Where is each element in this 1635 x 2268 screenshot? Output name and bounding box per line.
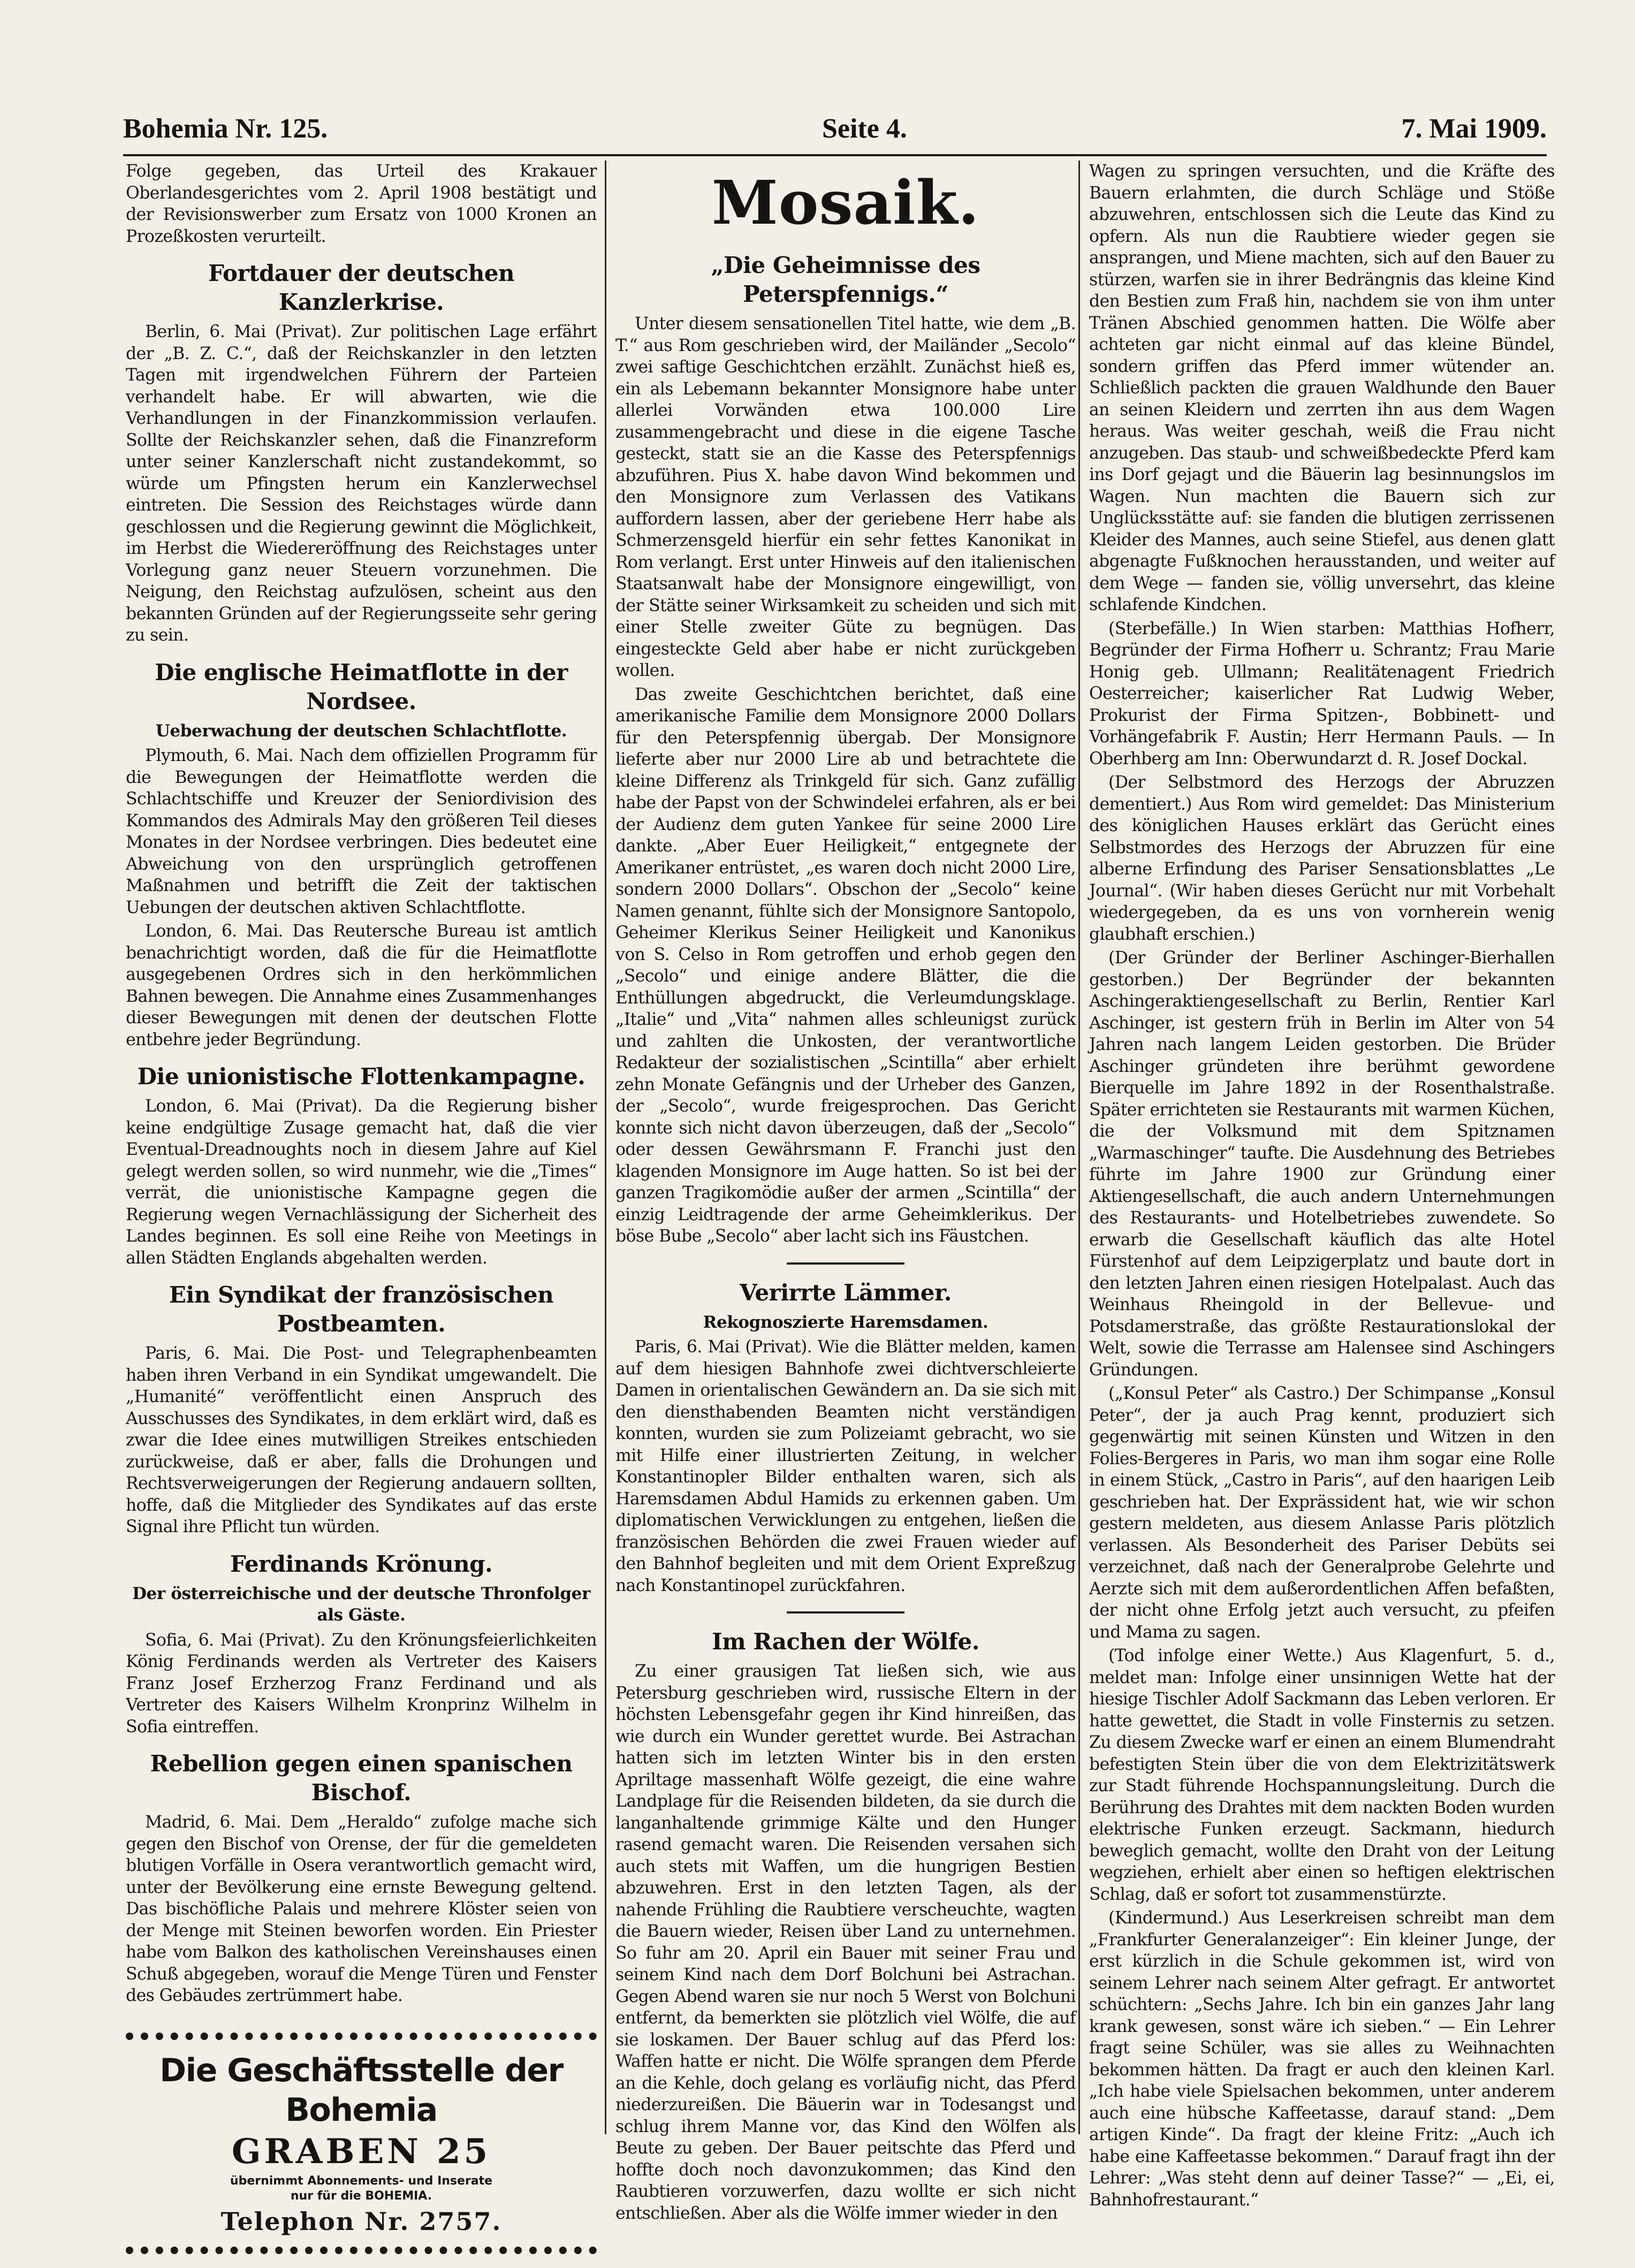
article-body-heimatflotte-1: Plymouth, 6. Mai. Nach dem offiziellen Programm für die Bewegungen der Heimatflotte werden die Schlachtschiffe und Kreuzer der Seniordivision des Kommandos des Admirals May den größeren Teil dieses Monates in der Nordsee verbringen. Dies bedeutet eine Abweichung von den ursprünglich getroffenen Maßnahmen und betrifft die Zeit der taktischen Uebungen der deutschen aktiven Schlachtflotte. [126,746,597,917]
ad-phone: Telephon Nr. 2757. [220,2206,502,2236]
article-subtitle-laemmer: Rekognoszierte Haremsdamen. [703,1312,988,1332]
column-2 [615,161,1076,2223]
column-3 [1089,161,1555,2210]
ad-address: GRABEN 25 [231,2131,491,2172]
article-body-flottenkampagne: London, 6. Mai (Privat). Da die Regierung bisher keine endgültige Zusage gemacht hat, daß die vier Eventual-Dreadnoughts noch in diesem Jahre auf Kiel gelegt werden sollen, so wird nunmehr, wie die „Times“ verrät, die unionistische Kampagne gegen die Regierung wegen Vernachlässigung der Sicherheit des Landes beginnen. Es soll eine Reihe von Meetings in allen Städten Englands abgehalten werden. [126,1097,597,1268]
header-date: 7. Mai 1909. [1401,113,1547,144]
article-body-kanzlerkrise: Berlin, 6. Mai (Privat). Zur politischen Lage erfährt der „B. Z. C.“, daß der Reichskanzler in den letzten Tagen mit irgendwelchen Führern der Parteien verhandelt habe. Er will abwarten, wie die Verhandlungen in der Finanzkommission verlaufen. Sollte der Reichskanzler sehen, daß die Finanzreform unter seiner Kanzlerschaft nicht zustandekommt, so würde um Pfingsten herum ein Kanzlerwechsel eintreten. Die Session des Reichstages würde dann geschlossen und die Regierung gewinnt die Möglichkeit, im Herbst die Wiedereröffnung des Reichstages unter Vorlegung ganz neuer Steuern vorzunehmen. Die Neigung, den Reichstag aufzulösen, scheint aus den bekannten Gründen auf der Regierungsseite sehr gering zu sein. [126,322,597,645]
column-divider-2 [1078,161,1080,2134]
article-body-rebellion: Madrid, 6. Mai. Dem „Heraldo“ zufolge mache sich gegen den Bischof von Orense, der für die gemeldeten blutigen Vorfälle in Osera verantwortlich gemacht wird, unter der Bevölkerung eine ernste Bewegung geltend. Das bischöfliche Palais und mehrere Klöster seien von der Menge mit Steinen beworfen worden. Ein Priester habe vom Balkon des katholischen Vereinshauses einen Schuß abgegeben, worauf die Menge Türen und Fenster des Gebäudes zertrümmert habe. [126,1813,597,2005]
article-body-peterspfennig-2: Das zweite Geschichtchen berichtet, daß eine amerikanische Familie dem Monsignore 2000 Dollars für den Peterspfennig übergab. Der Monsignore lieferte aber nur 2000 Lire ab und betrachtete die kleine Differenz als Trinkgeld für sich. Ganz zufällig habe der Papst von der Schwindelei erfahren, als er bei der Audienz dem guten Yankee für seine 2000 Lire dankte. „Aber Euer Heiligkeit,“ entgegnete der Amerikaner entrüstet, „es waren doch nicht 2000 Lire, sondern 2000 Dollars“. Obschon der „Secolo“ keine Namen genannt, fühlte sich der Monsignore Santopolo, Geheimer Klerikus Seiner Heiligkeit und Kanonikus von S. Celso in Rom getroffen und erhob gegen den „Secolo“ und einige andere Blätter, die die Enthüllungen abgedruckt, die Verleumdungsklage. „Italie“ und „Vita“ nahmen alles schleunigst zurück und zahlten die Unkosten, der verantwortliche Redakteur der sozialistischen „Scintilla“ aber erhielt zehn Monate Gefängnis und der Urheber des Ganzen, der „Secolo“, wurde freigesprochen. Das Gericht konnte sich nicht davon überzeugen, daß der „Secolo“ oder dessen Gewährsmann F. Franchi just den klagenden Monsignore im Auge hatten. So ist bei der ganzen Tragikomödie außer der armen „Scintilla“ der einzig Leidtragende der arme Geheimklerikus. Der böse Bube „Secolo“ aber lacht sich ins Fäustchen. [615,684,1076,1246]
advertisement-box [126,2033,597,2254]
ad-note: übernimmt Abonnements- und Inserate nur für die BOHEMIA. [230,2174,493,2203]
header-rule [123,154,1547,156]
article-body-peterspfennig-1: Unter diesem sensationellen Titel hatte, wie dem „B. T.“ aus Rom geschrieben wird, der Mailänder „Secolo“ zwei saftige Geschichtchen erzählt. Zunächst hieß es, ein als Lebemann bekannter Monsignore habe unter allerlei Vorwänden etwa 100.000 Lire zusammengebracht und diese in die eigene Tasche gesteckt, statt sie an die Kasse des Peterspfennigs abzuführen. Pius X. habe davon Wind bekommen und den Monsignore zum Verlassen des Vatikans auffordern lassen, aber der geriebene Herr habe als Schmerzensgeld hierfür ein sehr fettes Kanonikat in Rom verlangt. Erst unter Hinweis auf den italienischen Staatsanwalt habe der Monsignore eingewilligt, von der Stätte seiner Wirksamkeit zu scheiden und sich mit einer Stelle zweiter Güte zu begnügen. Das eingesteckte Geld aber habe er nicht zurückgeben wollen. [615,314,1076,680]
news-item-wette: (Tod infolge einer Wette.) Aus Klagenfurt, 5. d., meldet man: Infolge einer unsinnigen Wette hat der hiesige Tischler Adolf Sackmann das Leben verloren. Er hatte gewettet, die Stadt in volle Finsternis zu setzen. Zu diesem Zwecke warf er einen an einem Blumendraht befestigten Stein über die von dem Elektrizitätswerk zur Stadt führende Hochspannungsleitung. Durch die Berührung des Drahtes mit dem nackten Boden wurden elektrische Funken erzeugt. Sackmann, hiedurch beweglich gemacht, wollte den Draht von der Leitung wegziehen, erhielt aber einen so heftigen elektrischen Schlag, daß er sofort tot zusammenstürzte. [1089,1646,1555,1904]
news-item-sterbefaelle: (Sterbefälle.) In Wien starben: Matthias Hofherr, Begründer der Firma Hofherr u. Schrantz; Frau Marie Honig geb. Ullmann; Realitätenagent Friedrich Oesterreicher; kaiserlicher Rat Ludwig Weber, Prokurist der Firma Spitzen-, Bobbinett- und Vorhängefabrik F. Austin; Herr Hermann Pauls. — In Oberhberg am Inn: Oberwundarzt d. R. Josef Dockal. [1089,619,1555,768]
article-body-heimatflotte-2: London, 6. Mai. Das Reutersche Bureau ist amtlich benachrichtigt worden, daß die für die Heimatflotte ausgegebenen Ordres sich in den herkömmlichen Bahnen bewegen. Die Annahme eines Zusammenhanges dieser Bewegungen mit denen der deutschen Flotte entbehre jeder Begründung. [126,922,597,1049]
article-continuation: Folge gegeben, das Urteil des Krakauer Oberlandesgerichtes vom 2. April 1908 bestätigt und der Revisionswerber zum Ersatz von 1000 Kronen an Prozeßkosten verurteilt. [126,162,597,246]
news-item-konsul-peter: („Konsul Peter“ als Castro.) Der Schimpanse „Konsul Peter“, der ja auch Prag kennt, produziert sich gegenwärtig mit seinen Künsten und Witzen in den Folies-Bergeres in Paris, wo man ihm sogar eine Rolle in einem Stück, „Castro in Paris“, auf den haarigen Leib geschrieben hat. Der Exprässident hat, wie wir schon gestern meldeten, aus diesem Anlasse Paris plötzlich verlassen. Als Besonderheit des Pariser Debüts sei verzeichnet, daß nach der Generalprobe Gelehrte und Aerzte sich mit dem außerordentlichen Affen befaßten, der nicht ohne Erfolg jetzt auch versucht, zu pfeifen und Mama zu sagen. [1089,1384,1555,1642]
section-divider [787,1611,904,1614]
article-body-syndikat: Paris, 6. Mai. Die Post- und Telegraphenbeamten haben ihren Verband in ein Syndikat umgewandelt. Die „Humanité“ veröffentlicht einen Anspruch des Ausschusses des Syndikates, in dem erklärt wird, daß es zwar die Idee eines mutwilligen Streikes entschieden zurückweise, daß er aber, falls die Drohungen und Rechtsverweigerungen der Regierung andauern sollten, hoffe, daß die Mitglieder des Syndikates auf das erste Signal ihre Pflicht tun würden. [126,1344,597,1536]
news-item-kindermund: (Kindermund.) Aus Leserkreisen schreibt man dem „Frankfurter Generalanzeiger“: Ein kleiner Junge, der erst kürzlich in die Schule gekommen ist, wird von seinem Lehrer nach seinem Alter gefragt. Er antwortet schüchtern: „Sechs Jahre. Ich bin ein ganzes Jahr lang krank gewesen, sonst wäre ich sieben.“ — Ein Lehrer fragt seine Schüler, was sie alles zu Weihnachten bekommen hätten. Da fragt er auch den kleinen Karl. „Ich habe viele Spielsachen bekommen, unter anderem auch eine hübsche Kaffeetasse, darauf stand: „Dem artigen Kinde“. Da fragt der kleine Fritz: „Auch ich habe eine Kaffeetasse bekommen.“ Darauf fragt ihn der Lehrer: „Was steht denn auf deiner Tasse?“ — „Ei, ei, Bahnhofrestaurant.“ [1089,1908,1555,2210]
article-body-laemmer: Paris, 6. Mai (Privat). Wie die Blätter melden, kamen auf dem hiesigen Bahnhofe zwei dichtverschleierte Damen in orientalischen Gewändern an. Da sie sich mit den diensthabenden Beamten nicht verständigen konnten, wurden sie zum Polizeiamt gebracht, wo sie mit Hilfe einer illustrierten Zeitung, in welcher Konstantinopler Bilder enthalten waren, sich als Haremsdamen Abdul Hamids zu erkennen gaben. Um diplomatischen Verwicklungen zu entgehen, ließen die französischen Behörden die zwei Frauen wieder auf den Bahnhof begleiten und mit dem Orient Expreßzug nach Konstantinopel zurückfahren. [615,1337,1076,1595]
news-item-aschinger: (Der Gründer der Berliner Aschinger-Bierhallen gestorben.) Der Begründer der bekannten Aschingeraktiengesellschaft zu Berlin, Rentier Karl Aschinger, ist gestern früh in Berlin im Alter von 54 Jahren nach langem Leiden gestorben. Die Brüder Aschinger gründeten ihre berühmt gewordene Bierquelle im Jahre 1892 in der Rosenthalstraße. Später errichteten sie Restaurants mit warmen Küchen, die der Volksmund mit dem Spitznamen „Warmaschinger“ taufte. Die Ausdehnung des Betriebes führte im Jahre 1900 zur Gründung einer Aktiengesellschaft, die auch andern Unternehmungen des Restaurants- und Hotelbetriebes zuwendete. So erwarb die Gesellschaft käuflich das alte Hotel Fürstenhof auf dem Leipzigerplatz und baute dort in den letzten Jahren einen riesigen Hotelpalast. Auch das Weinhaus Rheingold in der Bellevue- und Potsdamerstraße, das größte Restaurationslokal der Welt, sowie die Terrasse am Halensee sind Aschingers Gründungen. [1089,948,1555,1380]
header-publication: Bohemia Nr. 125. [123,113,328,144]
article-title-flottenkampagne: Die unionistische Flottenkampagne. [137,1063,585,1090]
article-body-kroenung: Sofia, 6. Mai (Privat). Zu den Krönungsfeierlichkeiten König Ferdinands werden als Vertreter des Kaisers Franz Josef Erzherzog Franz Ferdinand und als Vertreter des Kaisers Wilhelm Kronprinz Wilhelm in Sofia eintreffen. [126,1630,597,1737]
article-title-kroenung: Ferdinands Krönung. [230,1550,493,1577]
article-title-woelfe: Im Rachen der Wölfe. [712,1628,979,1655]
page-header [123,104,1547,153]
article-title-kanzlerkrise: Fortdauer der deutschen Kanzlerkrise. [208,260,515,315]
article-body-woelfe: Zu einer grausigen Tat ließen sich, wie aus Petersburg geschrieben wird, russische Eltern in der höchsten Lebensgefahr gegen ihr Kind hinreißen, das wie durch ein Wunder gerettet wurde. Bei Astrachan hatten sich im letzten Winter bis in den ersten Apriltage massenhaft Wölfe gezeigt, die eine wahre Landplage für die Reisenden bildeten, da sie durch die langanhaltende grimmige Kälte und den Hunger rasend gemacht waren. Die Reisenden versahen sich auch stets mit Waffen, um die hungrigen Bestien abzuwehren. Erst in den letzten Tagen, als der nahende Frühling die Raubtiere verscheuchte, wagten die Bauern wieder, Reisen über Land zu unternehmen. So fuhr am 20. April ein Bauer mit seiner Frau und seinem Kind nach dem Dorf Bolchuni bei Astrachan. Gegen Abend waren sie nur noch 5 Werst von Bolchuni entfernt, da bemerkten sie plötzlich viel Wölfe, die auf sie loskamen. Der Bauer schlug auf das Pferd los: Waffen hatte er nicht. Die Wölfe sprangen dem Pferde an die Kehle, doch gelang es vorläufig nicht, das Pferd niederzureißen. Die Bäuerin war in Todesangst und schlug ihrem Manne vor, das Kind den Wölfen als Beute zu geben. Der Bauer peitschte das Pferd und hoffte doch noch davonzukommen; das Kind den Raubtieren vorzuwerfen, dazu wollte er sich nicht entschließen. Aber als die Wölfe immer wieder in den [615,1662,1076,2223]
news-item-abruzzen: (Der Selbstmord des Herzogs der Abruzzen dementiert.) Aus Rom wird gemeldet: Das Ministerium des königlichen Hauses erklärt das Gerücht eines Selbstmordes des Herzogs der Abruzzen für eine alberne Erfindung des Pariser Sensationsblattes „Le Journal“. (Wir haben dieses Gerücht nur mit Vorbehalt wiedergegeben, da es uns von vornherein wenig glaubhaft erschien.) [1089,773,1555,944]
article-body-woelfe-continued: Wagen zu springen versuchten, und die Kräfte des Bauern erlahmten, die durch Schläge und Stöße abzuwehren, entschlossen sich die Leute das Kind zu opfern. Als nun die Raubtiere wieder gegen sie ansprangen, und Miene machten, sich auf den Bauer zu stürzen, warfen sie in ihrer Bedrängnis das kleine Kind den Bestien zum Fraß hin, nachdem sie von ihm unter Tränen Abschied genommen hatten. Die Wölfe aber achteten gar nicht einmal auf das kleine Bündel, sondern griffen das Pferd immer wütender an. Schließlich packten die grauen Waldhunde den Bauer an seinen Kleidern und zerrten ihn aus dem Wagen heraus. Was weiter geschah, weiß die Frau nicht anzugeben. Das staub- und schweißbedeckte Pferd kam ins Dorf gejagt und die Bäuerin lag besinnungslos im Wagen. Nun machten die Bauern sich zur Unglücksstätte auf: sie fanden die blutigen zerrissenen Kleider des Mannes, auch seine Stiefel, aus denen glatt abgenagte Fußknochen herausstanden, und weiter auf dem Wege — fanden sie, völlig unversehrt, das kleine schlafende Kindchen. [1089,162,1555,614]
section-divider [787,1262,904,1265]
article-title-laemmer: Verirrte Lämmer. [740,1279,952,1306]
section-title-mosaik: Mosaik. [711,168,980,238]
article-title-heimatflotte: Die englische Heimatflotte in der Nordsee. [155,659,568,714]
article-subtitle-kroenung: Der österreichische und der deutsche Thronfolger als Gäste. [132,1584,590,1625]
article-title-rebellion: Rebellion gegen einen spanischen Bischof. [150,1751,573,1806]
column-divider-1 [605,161,606,2134]
article-subtitle-heimatflotte: Ueberwachung der deutschen Schlachtflotte. [155,721,567,741]
article-title-peterspfennig: „Die Geheimnisse des Peterspfennigs.“ [711,252,980,307]
article-title-syndikat: Ein Syndikat der französischen Postbeamten. [169,1282,554,1337]
header-page-number: Seite 4. [822,113,907,144]
ad-title: Die Geschäftsstelle der Bohemia [159,2051,563,2129]
column-1 [126,161,597,2236]
